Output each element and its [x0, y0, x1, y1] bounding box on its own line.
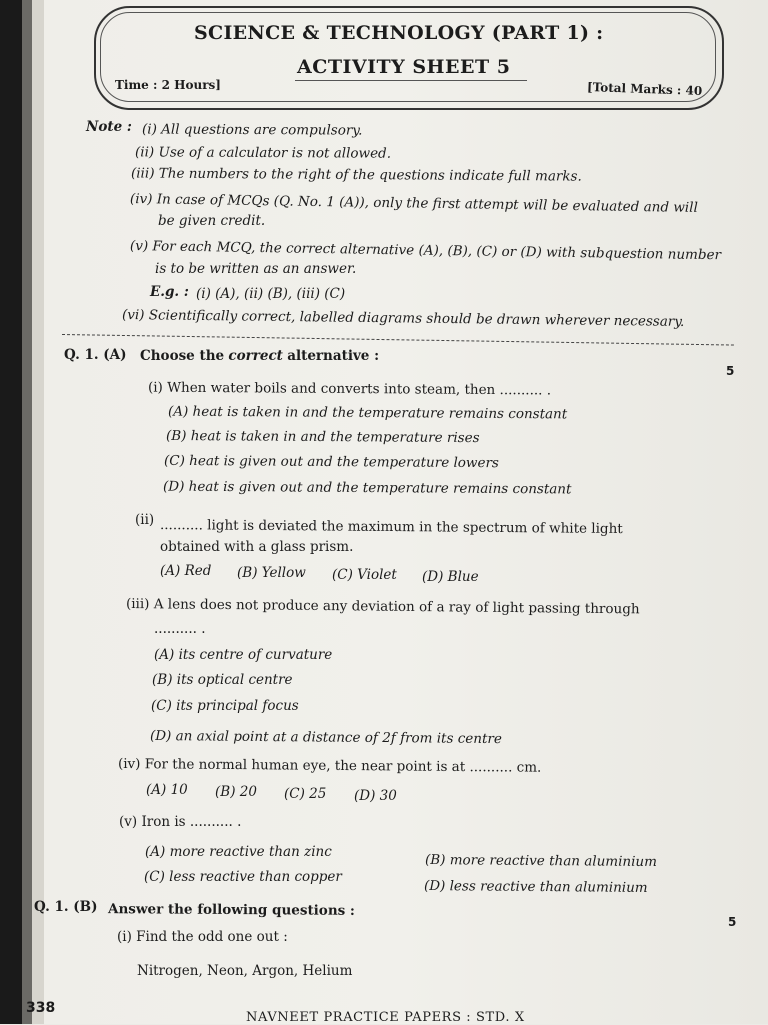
- option: (A) more reactive than zinc: [145, 844, 332, 860]
- q1a-marks: 5: [726, 364, 735, 378]
- option: (B) heat is taken in and the temperature rises: [165, 427, 480, 447]
- option: (A) heat is taken in and the temperature remains constant: [167, 403, 568, 423]
- question-stem: (v) Iron is .......... .: [119, 814, 242, 830]
- option: (D) less reactive than aluminium: [423, 878, 648, 896]
- option: (B) Yellow: [237, 565, 306, 581]
- option: (A) 10: [146, 782, 188, 798]
- sheet-title: SCIENCE & TECHNOLOGY (PART 1) :: [194, 22, 604, 44]
- option: (D) heat is given out and the temperature remains constant: [162, 478, 572, 498]
- answer-words: Nitrogen, Neon, Argon, Helium: [137, 963, 353, 979]
- option: (B) 20: [215, 784, 257, 800]
- note-label: Note :: [86, 119, 132, 135]
- note-item: (ii) Use of a calculator is not allowed.: [134, 144, 392, 162]
- question-number: (ii): [135, 512, 155, 528]
- footer-text: NAVNEET PRACTICE PAPERS : STD. X: [246, 1010, 525, 1025]
- option: (C) 25: [284, 786, 327, 802]
- question-stem-continued: obtained with a glass prism.: [160, 539, 354, 555]
- q1b-number: Q. 1. (B): [34, 899, 98, 915]
- q1b-title: Answer the following questions :: [107, 901, 356, 919]
- option: (C) Violet: [332, 567, 397, 583]
- question-stem-continued: .......... .: [154, 621, 206, 637]
- q1a-title-em: correct: [228, 348, 283, 364]
- option: (D) an axial point at a distance of 2f from its centre: [149, 728, 502, 748]
- option: (D) Blue: [422, 569, 479, 585]
- note-item: (iv) In case of MCQs (Q. No. 1 (A)), only the first attempt will be evaluated and will: [129, 191, 698, 216]
- note-item-continued: is to be written as an answer.: [155, 261, 357, 277]
- q1b-marks: 5: [728, 915, 737, 929]
- page-number: 338: [26, 1000, 56, 1016]
- total-marks: [Total Marks : 40: [586, 79, 703, 99]
- q1a-title: [140, 348, 379, 364]
- option: (A) its centre of curvature: [154, 647, 333, 663]
- note-item: (iii) The numbers to the right of the questions indicate full marks.: [130, 165, 582, 185]
- q1a-title-post: alternative :: [287, 348, 380, 364]
- option: (A) Red: [160, 563, 212, 579]
- option: (B) its optical centre: [152, 672, 293, 688]
- note-item: (v) For each MCQ, the correct alternative (A), (B), (C) or (D) with subquestion number: [129, 238, 722, 264]
- note-item-continued: be given credit.: [158, 213, 266, 229]
- example-label: E.g. :: [150, 284, 189, 300]
- question-stem: (iii) A lens does not produce any deviation of a ray of light passing through: [125, 596, 640, 618]
- option: (C) its principal focus: [151, 698, 299, 714]
- option: (B) more reactive than aluminium: [424, 852, 658, 871]
- option: (C) less reactive than copper: [144, 869, 342, 885]
- time-allowed: Time : 2 Hours]: [115, 78, 221, 92]
- sheet-subtitle: ACTIVITY SHEET 5: [297, 56, 511, 78]
- question-stem: .......... light is deviated the maximum in the spectrum of white light: [159, 517, 623, 538]
- subtitle-underline: [295, 80, 527, 81]
- page-stack-edge: [32, 0, 44, 1024]
- note-item: (i) All questions are compulsory.: [141, 121, 363, 139]
- option: (D) 30: [354, 788, 397, 804]
- question-stem: (iv) For the normal human eye, the near point is at .......... cm.: [117, 756, 542, 776]
- question-stem: (i) Find the odd one out :: [117, 929, 288, 945]
- question-stem: (i) When water boils and converts into steam, then .......... .: [147, 379, 552, 399]
- example-text: (i) (A), (ii) (B), (iii) (C): [196, 286, 346, 302]
- q1a-number: Q. 1. (A): [64, 347, 127, 363]
- q1a-title-pre: Choose the: [140, 348, 225, 364]
- note-item: (vi) Scientifically correct, labelled diagrams should be drawn wherever necessary.: [121, 307, 685, 330]
- option: (C) heat is given out and the temperature lowers: [163, 452, 499, 472]
